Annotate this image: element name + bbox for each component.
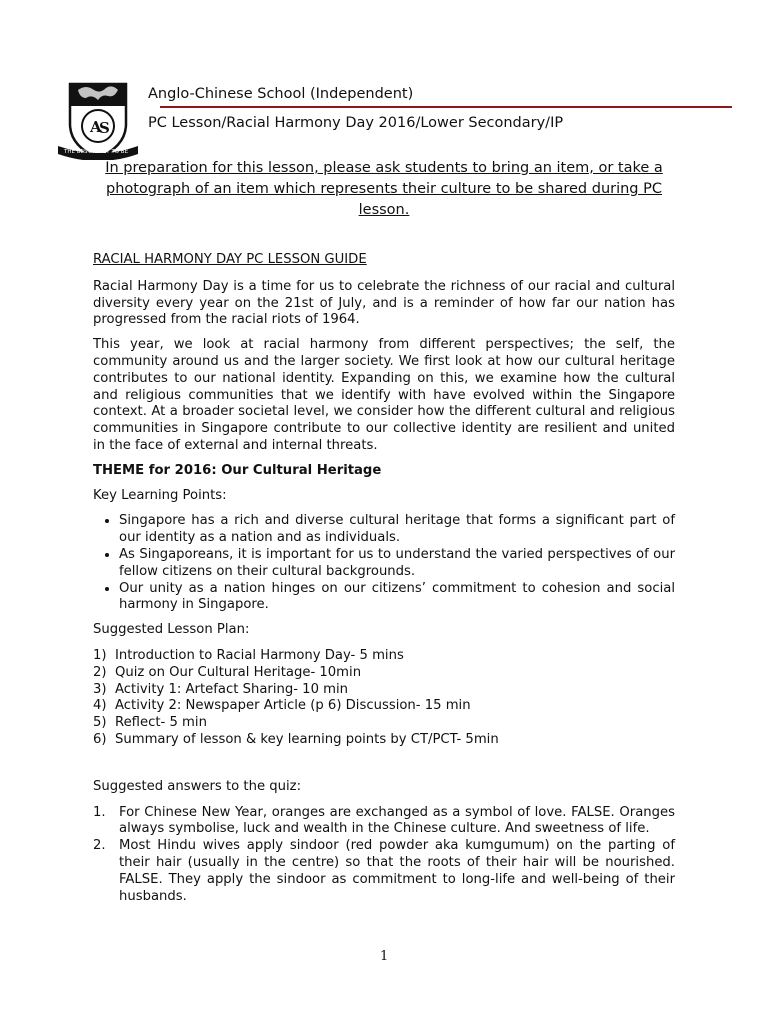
plan-item-number: 3) (93, 681, 107, 697)
plan-item-text: Quiz on Our Cultural Heritage- 10min (115, 664, 362, 680)
quiz-answers-list (93, 805, 675, 906)
plan-item (93, 731, 675, 749)
plan-item-text: Activity 1: Artefact Sharing- 10 min (115, 681, 349, 697)
lesson-guide-body (93, 252, 675, 905)
plan-item-number: 1) (93, 647, 107, 663)
header-divider (160, 106, 732, 108)
plan-item-number: 5) (93, 715, 107, 731)
quiz-answer-item (93, 804, 675, 839)
school-crest-logo (56, 80, 140, 160)
plan-item (93, 698, 675, 715)
preparation-instruction: In preparation for this lesson, please ask students to bring an item, or take a photograph of an item which represents their culture to be shared during PC lesson. (105, 160, 663, 218)
quiz-item-text: For Chinese New Year, oranges are exchanged as a symbol of love. FALSE. Oranges always symbolise, luck and wealth in the Chinese culture. And sweetness of life. (119, 804, 675, 837)
guide-title: RACIAL HARMONY DAY PC LESSON GUIDE (93, 252, 367, 267)
plan-item-text: Introduction to Racial Harmony Day- 5 mins (115, 647, 404, 663)
lesson-title: PC Lesson/Racial Harmony Day 2016/Lower Secondary/IP (148, 115, 564, 131)
quiz-item-text: Most Hindu wives apply sindoor (red powder aka kumgumum) on the parting of their hair (usually in the centre) so that the roots of their hair will be nourished. FALSE. They apply the sindoor as commitment to long-life and well-being of their husbands. (119, 838, 675, 904)
theme-heading: THEME for 2016: Our Cultural Heritage (93, 462, 382, 478)
lesson-plan-list (93, 648, 675, 749)
crest-letter-s: S (99, 119, 110, 137)
page-number: 1 (380, 949, 389, 964)
plan-item (93, 715, 675, 732)
plan-item-number: 2) (93, 664, 107, 680)
plan-item-text: Activity 2: Newspaper Article (p 6) Discussion- 15 min (115, 698, 471, 714)
plan-item-number: 6) (93, 731, 107, 747)
perspectives-paragraph: This year, we look at racial harmony from different perspectives; the self, the community around us and the larger society. We first look at how our cultural heritage contributes to our national identity. Expanding on this, we examine how the cultural and religious communities that we identify with have evolved within the Singapore context. At a broader societal level, we consider how the different cultural and religious communities in Singapore contribute to our collective identity are resilient and united in the face of external and internal threats. (93, 337, 675, 453)
quiz-answer-item (93, 838, 675, 905)
plan-item-text: Reflect- 5 min (115, 715, 207, 731)
key-point-item: • Singapore has a rich and diverse cultural heritage that forms a significant part of our identity as a nation and as individuals. (119, 513, 675, 547)
key-point-item: • Our unity as a nation hinges on our citizens’ commitment to cohesion and social harmony in Singapore. (119, 581, 675, 615)
key-points-list (93, 513, 675, 614)
plan-item (93, 664, 675, 682)
key-points-label: Key Learning Points: (93, 487, 227, 503)
section-spacer (93, 749, 675, 779)
quiz-item-number: 2. (93, 838, 106, 854)
key-point-item: • As Singaporeans, it is important for us to understand the varied perspectives of our fellow citizens on their cultural backgrounds. (119, 547, 675, 581)
plan-item-text: Summary of lesson & key learning points by CT/PCT- 5min (115, 731, 499, 747)
plan-item (93, 647, 675, 665)
quiz-answers-label: Suggested answers to the quiz: (93, 778, 302, 794)
crest-letter-a: A (90, 118, 102, 136)
school-name: Anglo-Chinese School (Independent) (148, 86, 414, 102)
crest-motto: THE BEST IS YET TO BE (64, 149, 129, 155)
plan-item (93, 681, 675, 699)
plan-item-number: 4) (93, 698, 107, 714)
lesson-plan-label: Suggested Lesson Plan: (93, 622, 250, 638)
quiz-item-number: 1. (93, 804, 106, 820)
intro-paragraph: Racial Harmony Day is a time for us to celebrate the richness of our racial and cultural diversity every year on the 21st of July, and is a reminder of how far our nation has progressed from the racial riots of 1964. (93, 278, 675, 328)
